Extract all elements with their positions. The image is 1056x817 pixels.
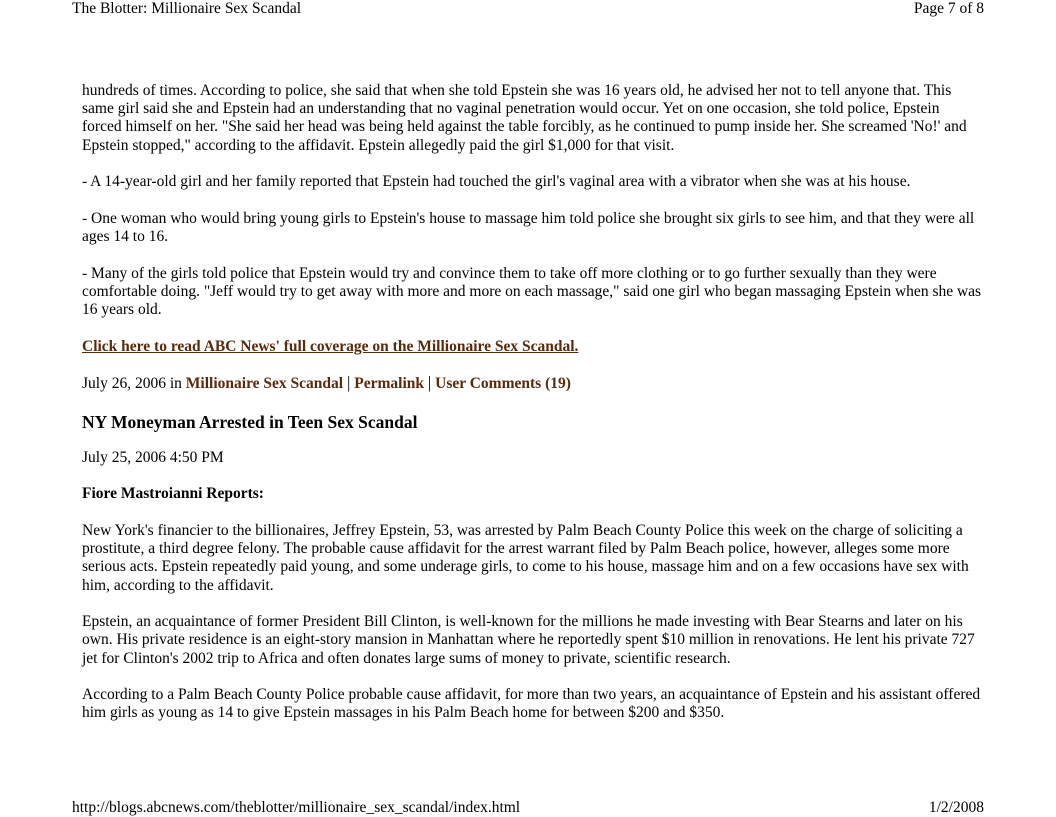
print-footer-date: 1/2/2008 — [928, 799, 984, 816]
print-header-page-number: Page 7 of 8 — [913, 0, 984, 17]
post1-paragraph-1: hundreds of times. According to police, she said that when she told Epstein she was 16 years old, he advised her not to tell anyone that. This same girl said she and Epstein had an understanding that no vaginal penetration would occur. Yet on one occasion, she told police, Epstein forced himself on her. "She said her head was being held against the table forcibly, as he continued to pump inside her. She screamed 'No!' and Epstein stopped," according to the affidavit. Epstein allegedly paid the girl $1,000 for that visit. — [82, 82, 967, 154]
post2-paragraph-3: According to a Palm Beach County Police probable cause affidavit, for more than two years, an acquaintance of Epstein and his assistant offered him girls as young as 14 to give Epstein massages in his Palm Beach home for between $200 and $350. — [82, 686, 981, 722]
post1-paragraph-3: - One woman who would bring young girls to Epstein's house to massage him told police she brought six girls to see him, and that they were all ages 14 to 16. — [82, 209, 975, 245]
full-coverage-link[interactable]: Click here to read ABC News' full coverage on the Millionaire Sex Scandal. — [82, 337, 579, 355]
blog-content — [82, 82, 982, 741]
post2-paragraph-2: Epstein, an acquaintance of former President Bill Clinton, is well-known for the millions he made investing with Bear Stearns and later on his own. His private residence is an eight-story mansion in Manhattan where he reportedly spent $10 million in renovations. He lent his private 727 jet for Clinton's 2002 trip to Africa and often donates large sums of money to private, scientific research. — [82, 613, 975, 667]
post1-meta — [82, 374, 982, 393]
full-coverage-paragraph — [82, 338, 982, 356]
meta-separator: | — [346, 373, 351, 393]
post1-date: July 26, 2006 in — [82, 375, 182, 393]
post1-paragraph-4: - Many of the girls told police that Epstein would try and convince them to take off more clothing or to go further sexually than they were comfortable doing. "Jeff would try to get away with more and more on each massage," said one girl who began massaging Epstein when she was 16 years old. — [82, 264, 982, 318]
post2-title: NY Moneyman Arrested in Teen Sex Scandal — [82, 411, 418, 432]
category-link[interactable]: Millionaire Sex Scandal — [185, 375, 344, 393]
post2-paragraph-1: New York's financier to the billionaires, Jeffrey Epstein, 53, was arrested by Palm Beach County Police this week on the charge of soliciting a prostitute, a third degree felony. The probable cause affidavit for the arrest warrant filed by Palm Beach police, however, alleges some more serious acts. Epstein repeatedly paid young, and some underage girls, to come to his house, massage him and on a few occasions have sex with him, according to the affidavit. — [82, 521, 969, 594]
post1-paragraph-2: - A 14-year-old girl and her family reported that Epstein had touched the girl's vaginal area with a vibrator when she was at his house. — [82, 173, 911, 191]
print-footer-url: http://blogs.abcnews.com/theblotter/millionaire_sex_scandal/index.html — [72, 799, 521, 816]
permalink-link[interactable]: Permalink — [354, 375, 424, 393]
user-comments-link[interactable]: User Comments (19) — [435, 375, 571, 393]
post2-byline: Fiore Mastroianni Reports: — [82, 485, 264, 503]
meta-separator: | — [427, 373, 432, 393]
print-header-title: The Blotter: Millionaire Sex Scandal — [72, 0, 302, 17]
post2-datetime: July 25, 2006 4:50 PM — [82, 448, 224, 466]
